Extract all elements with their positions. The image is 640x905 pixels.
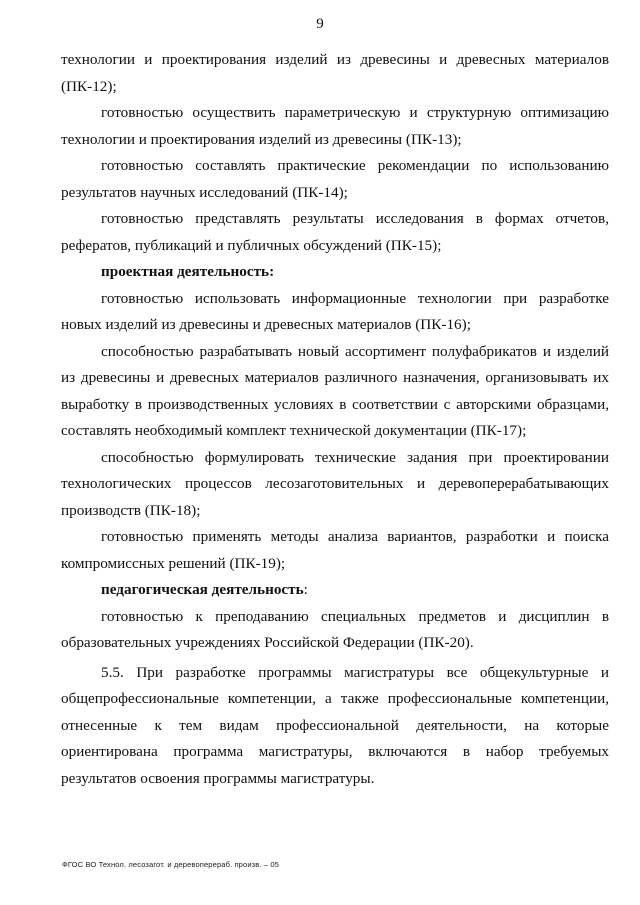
heading-pedagogical-text: педагогическая деятельность (101, 581, 304, 598)
document-body (61, 47, 609, 792)
paragraph-pk14: готовностью составлять практические рекомендации по использованию результатов научных исследований (ПК-14); (61, 157, 609, 201)
paragraph-pk15: готовностью представлять результаты исследования в формах отчетов, рефератов, публикаций и публичных обсуждений (ПК-15); (61, 210, 609, 254)
paragraph-section-5-5: 5.5. При разработке программы магистратуры все общекультурные и общепрофессиональные компетенции, а также профессиональные компетенции, отнесенные к тем видам профессиональной деятельности, на которые ориентирована программа магистратуры, включаются в набор требуемых результатов освоения программы магистратуры. (61, 663, 609, 787)
paragraph-pk12-continuation: технологии и проектирования изделий из древесины и древесных материалов (ПК-12); (61, 51, 609, 95)
paragraph-pk16: готовностью использовать информационные технологии при разработке новых изделий из древесины и древесных материалов (ПК-16); (61, 289, 609, 333)
heading-pedagogical-activity (61, 577, 609, 604)
paragraph-pk18: способностью формулировать технические задания при проектировании технологических процессов лесозаготовительных и деревоперерабатывающих производств (ПК-18); (61, 448, 609, 519)
page-number: 9 (316, 16, 324, 32)
heading-project-activity: проектная деятельность: (101, 263, 275, 280)
paragraph-pk17: способностью разрабатывать новый ассортимент полуфабрикатов и изделий из древесины и древесных материалов различного назначения, организовывать их выработку в производственных условиях в соответствии с авторскими образцами, составлять необходимый комплект технической документации (ПК-17); (61, 342, 609, 439)
paragraph-pk13: готовностью осуществить параметрическую и структурную оптимизацию технологии и проектирования изделий из древесины (ПК-13); (61, 104, 609, 148)
paragraph-pk20: готовностью к преподаванию специальных предметов и дисциплин в образовательных учреждениях Российской Федерации (ПК-20). (61, 607, 609, 651)
paragraph-pk19: готовностью применять методы анализа вариантов, разработки и поиска компромиссных решений (ПК-19); (61, 528, 609, 572)
footer-document-code: ФГОС ВО Технол. лесозагот. и деревоперераб. произв. – 05 (62, 860, 279, 869)
heading-pedagogical-colon: : (303, 581, 308, 598)
